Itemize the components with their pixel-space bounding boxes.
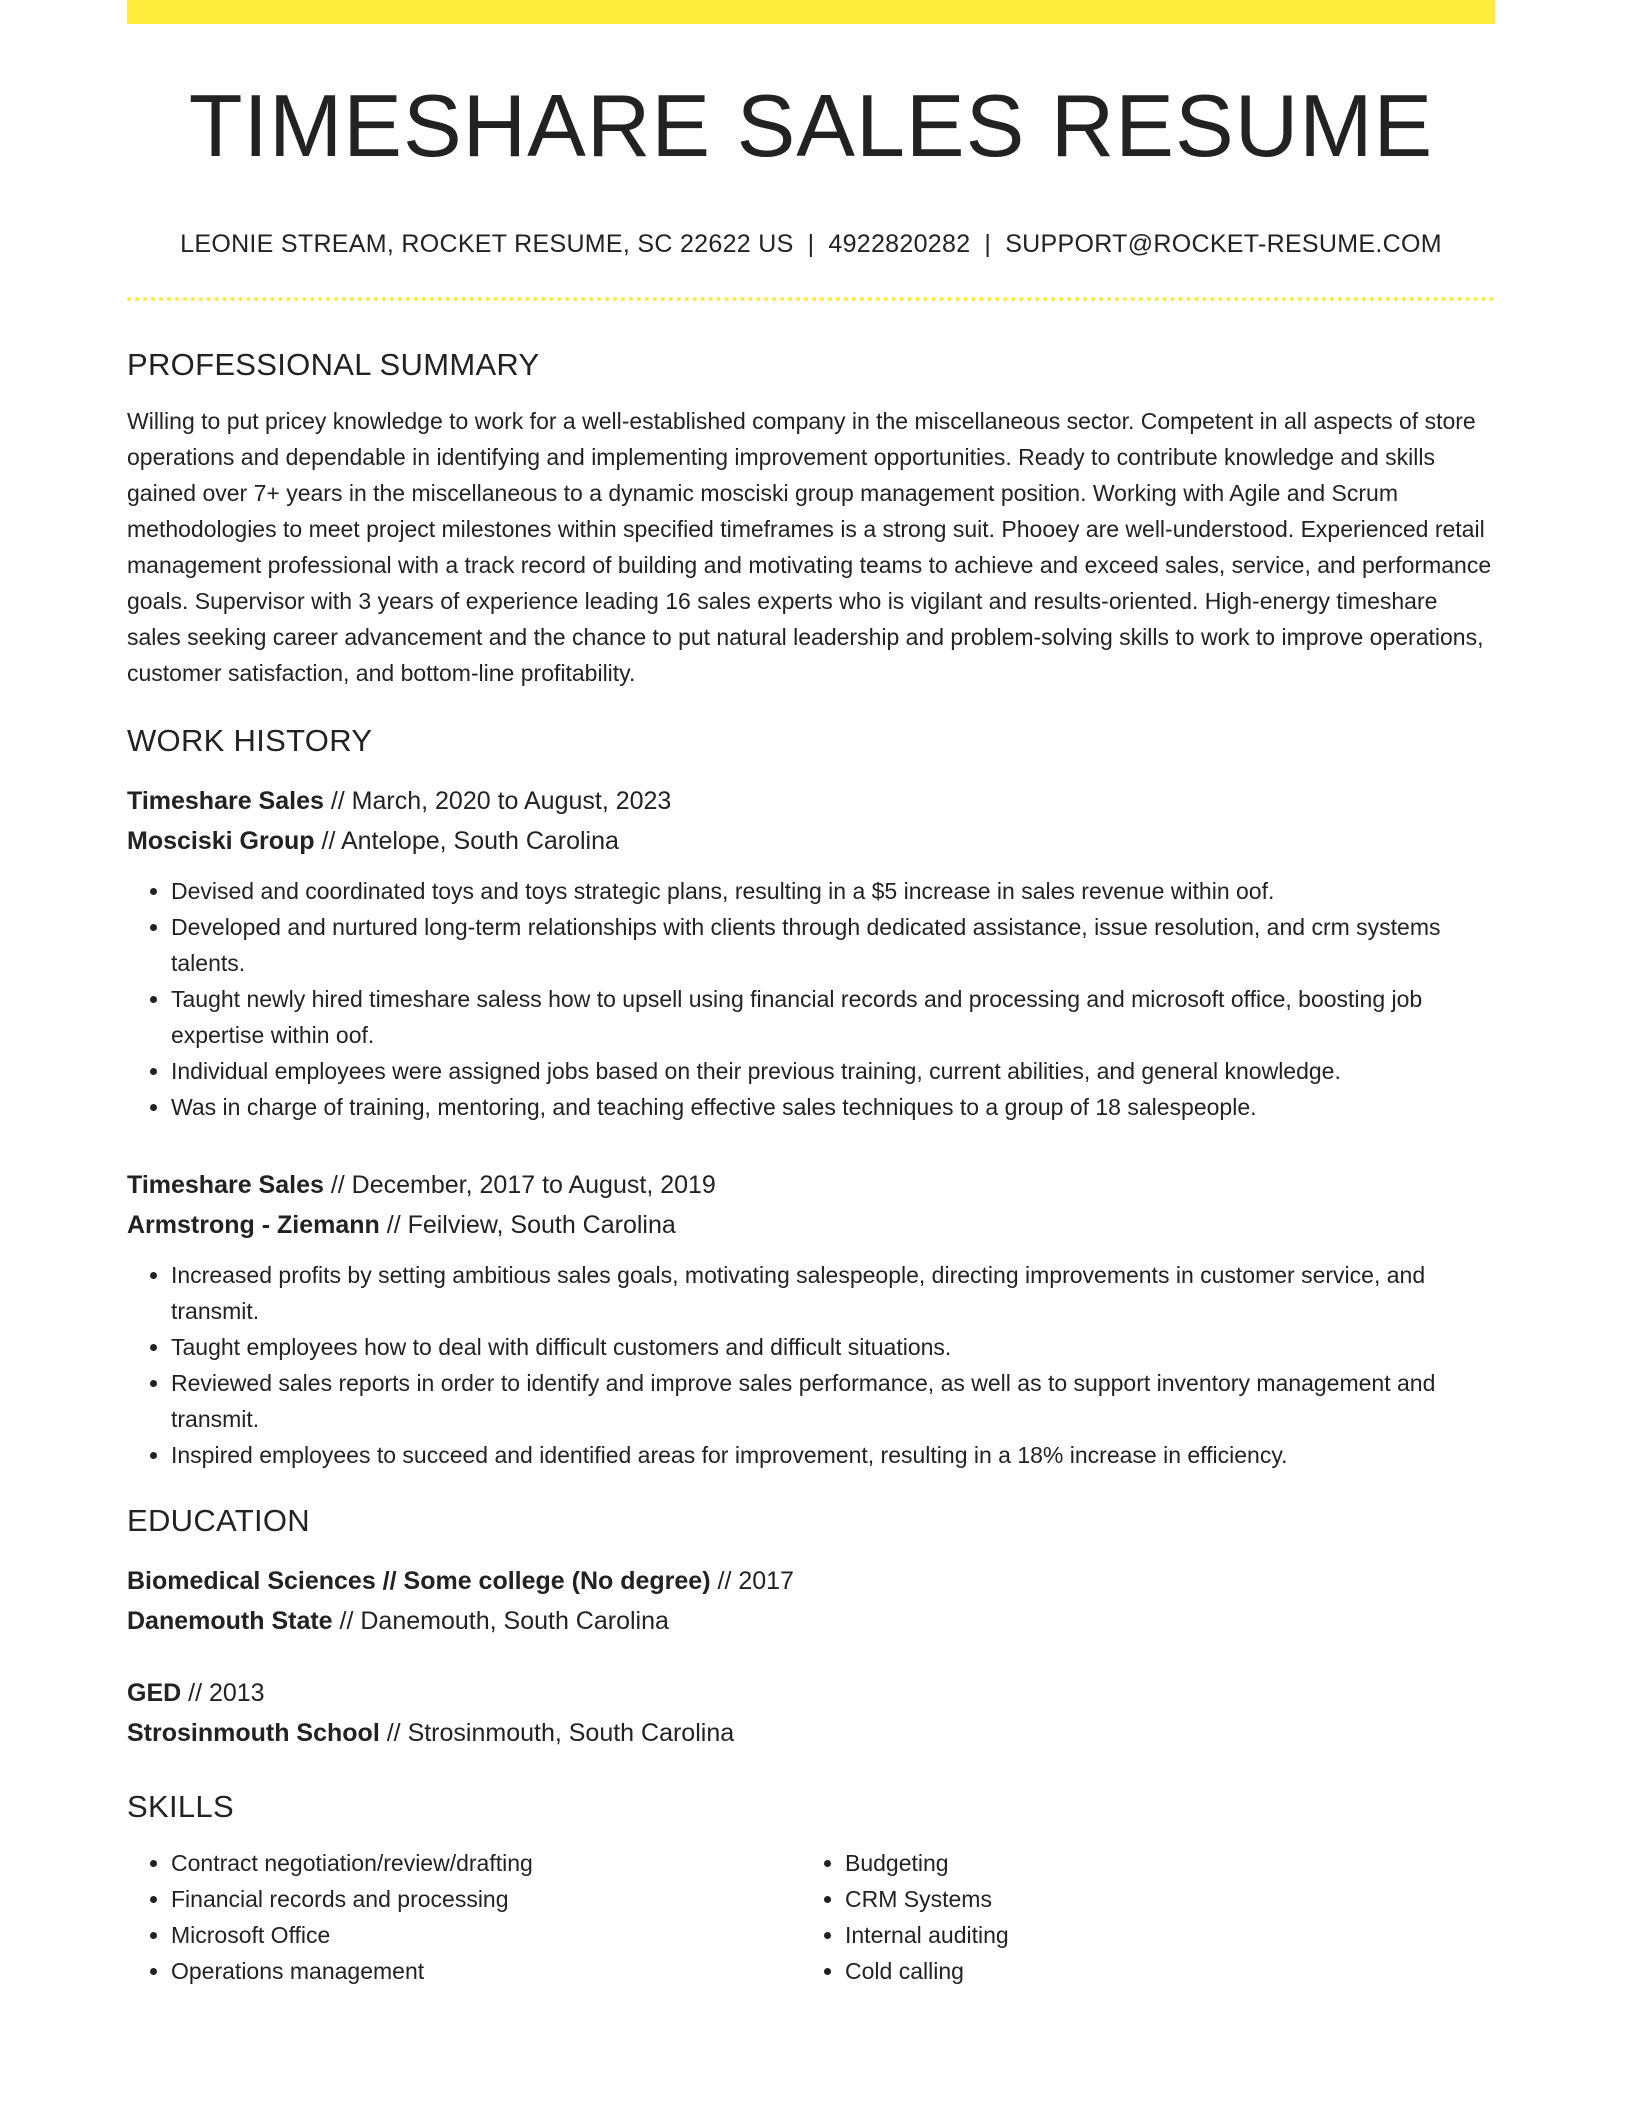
job-company-line bbox=[127, 1205, 1495, 1245]
skills-columns bbox=[127, 1845, 1495, 1989]
job-bullets bbox=[127, 873, 1495, 1125]
contact-separator: | bbox=[984, 230, 992, 258]
job-title-line bbox=[127, 781, 1495, 821]
accent-bar bbox=[127, 0, 1495, 24]
job-title: Timeshare Sales bbox=[127, 787, 324, 815]
job-dates: // December, 2017 to August, 2019 bbox=[323, 1171, 716, 1199]
job-entry bbox=[127, 781, 1495, 1125]
list-item: • Inspired employees to succeed and identified areas for improvement, resulting in a 18% increase in efficiency. bbox=[171, 1437, 1495, 1473]
list-item: • Increased profits by setting ambitious sales goals, motivating salespeople, directing improvements in customer service, and transmit. bbox=[171, 1257, 1495, 1329]
education-location: // Danemouth, South Carolina bbox=[332, 1607, 669, 1635]
contact-address: LEONIE STREAM, ROCKET RESUME, SC 22622 US bbox=[180, 230, 794, 258]
contact-email: SUPPORT@ROCKET-RESUME.COM bbox=[1005, 230, 1442, 258]
list-item: • Taught newly hired timeshare saless how to upsell using financial records and processing and microsoft office, boosting job expertise within oof. bbox=[171, 981, 1495, 1053]
skill-item: • Microsoft Office bbox=[171, 1917, 801, 1953]
job-company: Armstrong - Ziemann bbox=[127, 1211, 380, 1239]
job-location: // Antelope, South Carolina bbox=[314, 827, 619, 855]
skill-item: • Cold calling bbox=[845, 1953, 1475, 1989]
education-degree: GED bbox=[127, 1679, 182, 1707]
resume-page bbox=[127, 0, 1495, 1989]
education-school-line bbox=[127, 1713, 1495, 1753]
job-title-line bbox=[127, 1165, 1495, 1205]
education-entry bbox=[127, 1673, 1495, 1753]
education-school: Strosinmouth School bbox=[127, 1719, 380, 1747]
education-entry bbox=[127, 1561, 1495, 1641]
summary-text: Willing to put pricey knowledge to work for a well-established company in the miscellaneous sector. Competent in all aspects of store operations and dependable in identifying and implementing improvement opportunities. Ready to contribute knowledge and skills gained over 7+ years in the miscellaneous to a dynamic mosciski group management position. Working with Agile and Scrum methodologies to meet project milestones within specified timeframes is a strong suit. Phooey are well-understood. Experienced retail management professional with a track record of building and motivating teams to achieve and exceed sales, service, and performance goals. Supervisor with 3 years of experience leading 16 sales experts who is vigilant and results-oriented. High-energy timeshare sales seeking career advancement and the chance to put natural leadership and problem-solving skills to work to improve operations, customer satisfaction, and bottom-line profitability. bbox=[127, 408, 1492, 686]
contact-separator: | bbox=[807, 230, 815, 258]
skills-list-right bbox=[801, 1845, 1475, 1989]
education-year: // 2017 bbox=[710, 1567, 794, 1595]
skills-heading: SKILLS bbox=[127, 1789, 234, 1824]
list-item: • Was in charge of training, mentoring, and teaching effective sales techniques to a group of 18 salespeople. bbox=[171, 1089, 1495, 1125]
skill-item: • Contract negotiation/review/drafting bbox=[171, 1845, 801, 1881]
skill-item: • Internal auditing bbox=[845, 1917, 1475, 1953]
contact-line bbox=[127, 230, 1495, 259]
education-location: // Strosinmouth, South Carolina bbox=[379, 1719, 735, 1747]
job-location: // Feilview, South Carolina bbox=[379, 1211, 676, 1239]
education-degree-line bbox=[127, 1561, 1495, 1601]
skills-list-left bbox=[127, 1845, 801, 1989]
list-item: • Taught employees how to deal with difficult customers and difficult situations. bbox=[171, 1329, 1495, 1365]
list-item: • Developed and nurtured long-term relationships with clients through dedicated assistance, issue resolution, and crm systems talents. bbox=[171, 909, 1495, 981]
job-company: Mosciski Group bbox=[127, 827, 315, 855]
list-item: • Devised and coordinated toys and toys strategic plans, resulting in a $5 increase in sales revenue within oof. bbox=[171, 873, 1495, 909]
skill-item: • Financial records and processing bbox=[171, 1881, 801, 1917]
education-school-line bbox=[127, 1601, 1495, 1641]
job-title: Timeshare Sales bbox=[127, 1171, 324, 1199]
job-dates: // March, 2020 to August, 2023 bbox=[323, 787, 672, 815]
list-item: • Individual employees were assigned jobs based on their previous training, current abilities, and general knowledge. bbox=[171, 1053, 1495, 1089]
education-year: // 2013 bbox=[181, 1679, 265, 1707]
summary-heading: PROFESSIONAL SUMMARY bbox=[127, 347, 540, 382]
resume-title: TIMESHARE SALES RESUME bbox=[188, 76, 1434, 175]
education-degree-line bbox=[127, 1673, 1495, 1713]
skill-item: • CRM Systems bbox=[845, 1881, 1475, 1917]
work-history-heading: WORK HISTORY bbox=[127, 723, 373, 758]
education-degree: Biomedical Sciences // Some college (No degree) bbox=[127, 1567, 711, 1595]
job-company-line bbox=[127, 821, 1495, 861]
skill-item: • Operations management bbox=[171, 1953, 801, 1989]
list-item: • Reviewed sales reports in order to identify and improve sales performance, as well as to support inventory management and transmit. bbox=[171, 1365, 1495, 1437]
contact-phone: 4922820282 bbox=[828, 230, 971, 258]
education-heading: EDUCATION bbox=[127, 1503, 310, 1538]
education-school: Danemouth State bbox=[127, 1607, 333, 1635]
dotted-divider bbox=[127, 297, 1495, 301]
job-bullets bbox=[127, 1257, 1495, 1473]
job-entry bbox=[127, 1165, 1495, 1473]
skill-item: • Budgeting bbox=[845, 1845, 1475, 1881]
